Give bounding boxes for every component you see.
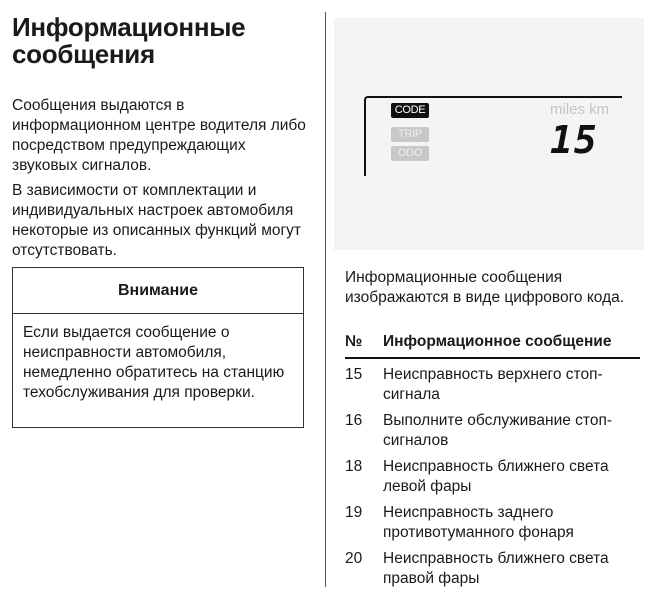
header-message: Информационное сообщение <box>383 333 612 350</box>
display-caption: Информационные сообщения изображаются в виде цифрового кода. <box>345 269 625 306</box>
row-message: Неисправность ближнего света правой фары <box>383 550 609 587</box>
header-number: № <box>345 333 363 350</box>
table-row <box>345 503 640 543</box>
notice-text: Если выдается сообщение о неисправности автомобиля, немедленно обратитесь на станцию техобслуживания для проверки. <box>23 324 285 401</box>
code-value: 15 <box>550 118 598 162</box>
row-number: 19 <box>345 504 363 521</box>
row-message: Неисправность заднего противотуманного фонаря <box>383 504 574 541</box>
lcd-screen <box>364 96 624 176</box>
equipment-paragraph: В зависимости от комплектации и индивидуальных настроек автомобиля некоторые из описанных функций могут отсутствовать. <box>12 182 302 259</box>
message-table <box>345 333 640 589</box>
page-title: Информационные сообщения <box>12 12 246 69</box>
row-number: 18 <box>345 458 363 475</box>
table-header <box>345 333 640 359</box>
warning-notice-box <box>12 267 304 428</box>
table-row <box>345 411 640 451</box>
table-row <box>345 365 640 405</box>
table-row <box>345 457 640 497</box>
table-row <box>345 549 640 589</box>
units-label: miles km <box>550 101 610 118</box>
row-message: Неисправность ближнего света левой фары <box>383 458 609 495</box>
column-divider <box>325 12 326 587</box>
mode-odo-indicator: ODO <box>391 146 429 161</box>
row-number: 20 <box>345 550 363 567</box>
row-number: 15 <box>345 366 363 383</box>
notice-heading: Внимание <box>13 268 303 314</box>
mode-code-indicator: CODE <box>391 103 429 118</box>
row-message: Неисправность верхнего стоп-сигнала <box>383 366 603 403</box>
mode-trip-indicator: TRIP <box>391 127 429 142</box>
display-illustration <box>334 18 644 250</box>
row-number: 16 <box>345 412 363 429</box>
row-message: Выполните обслуживание стоп-сигналов <box>383 412 613 449</box>
intro-paragraph: Сообщения выдаются в информационном центре водителя либо посредством предупреждающих звуковых сигналов. <box>12 97 306 174</box>
